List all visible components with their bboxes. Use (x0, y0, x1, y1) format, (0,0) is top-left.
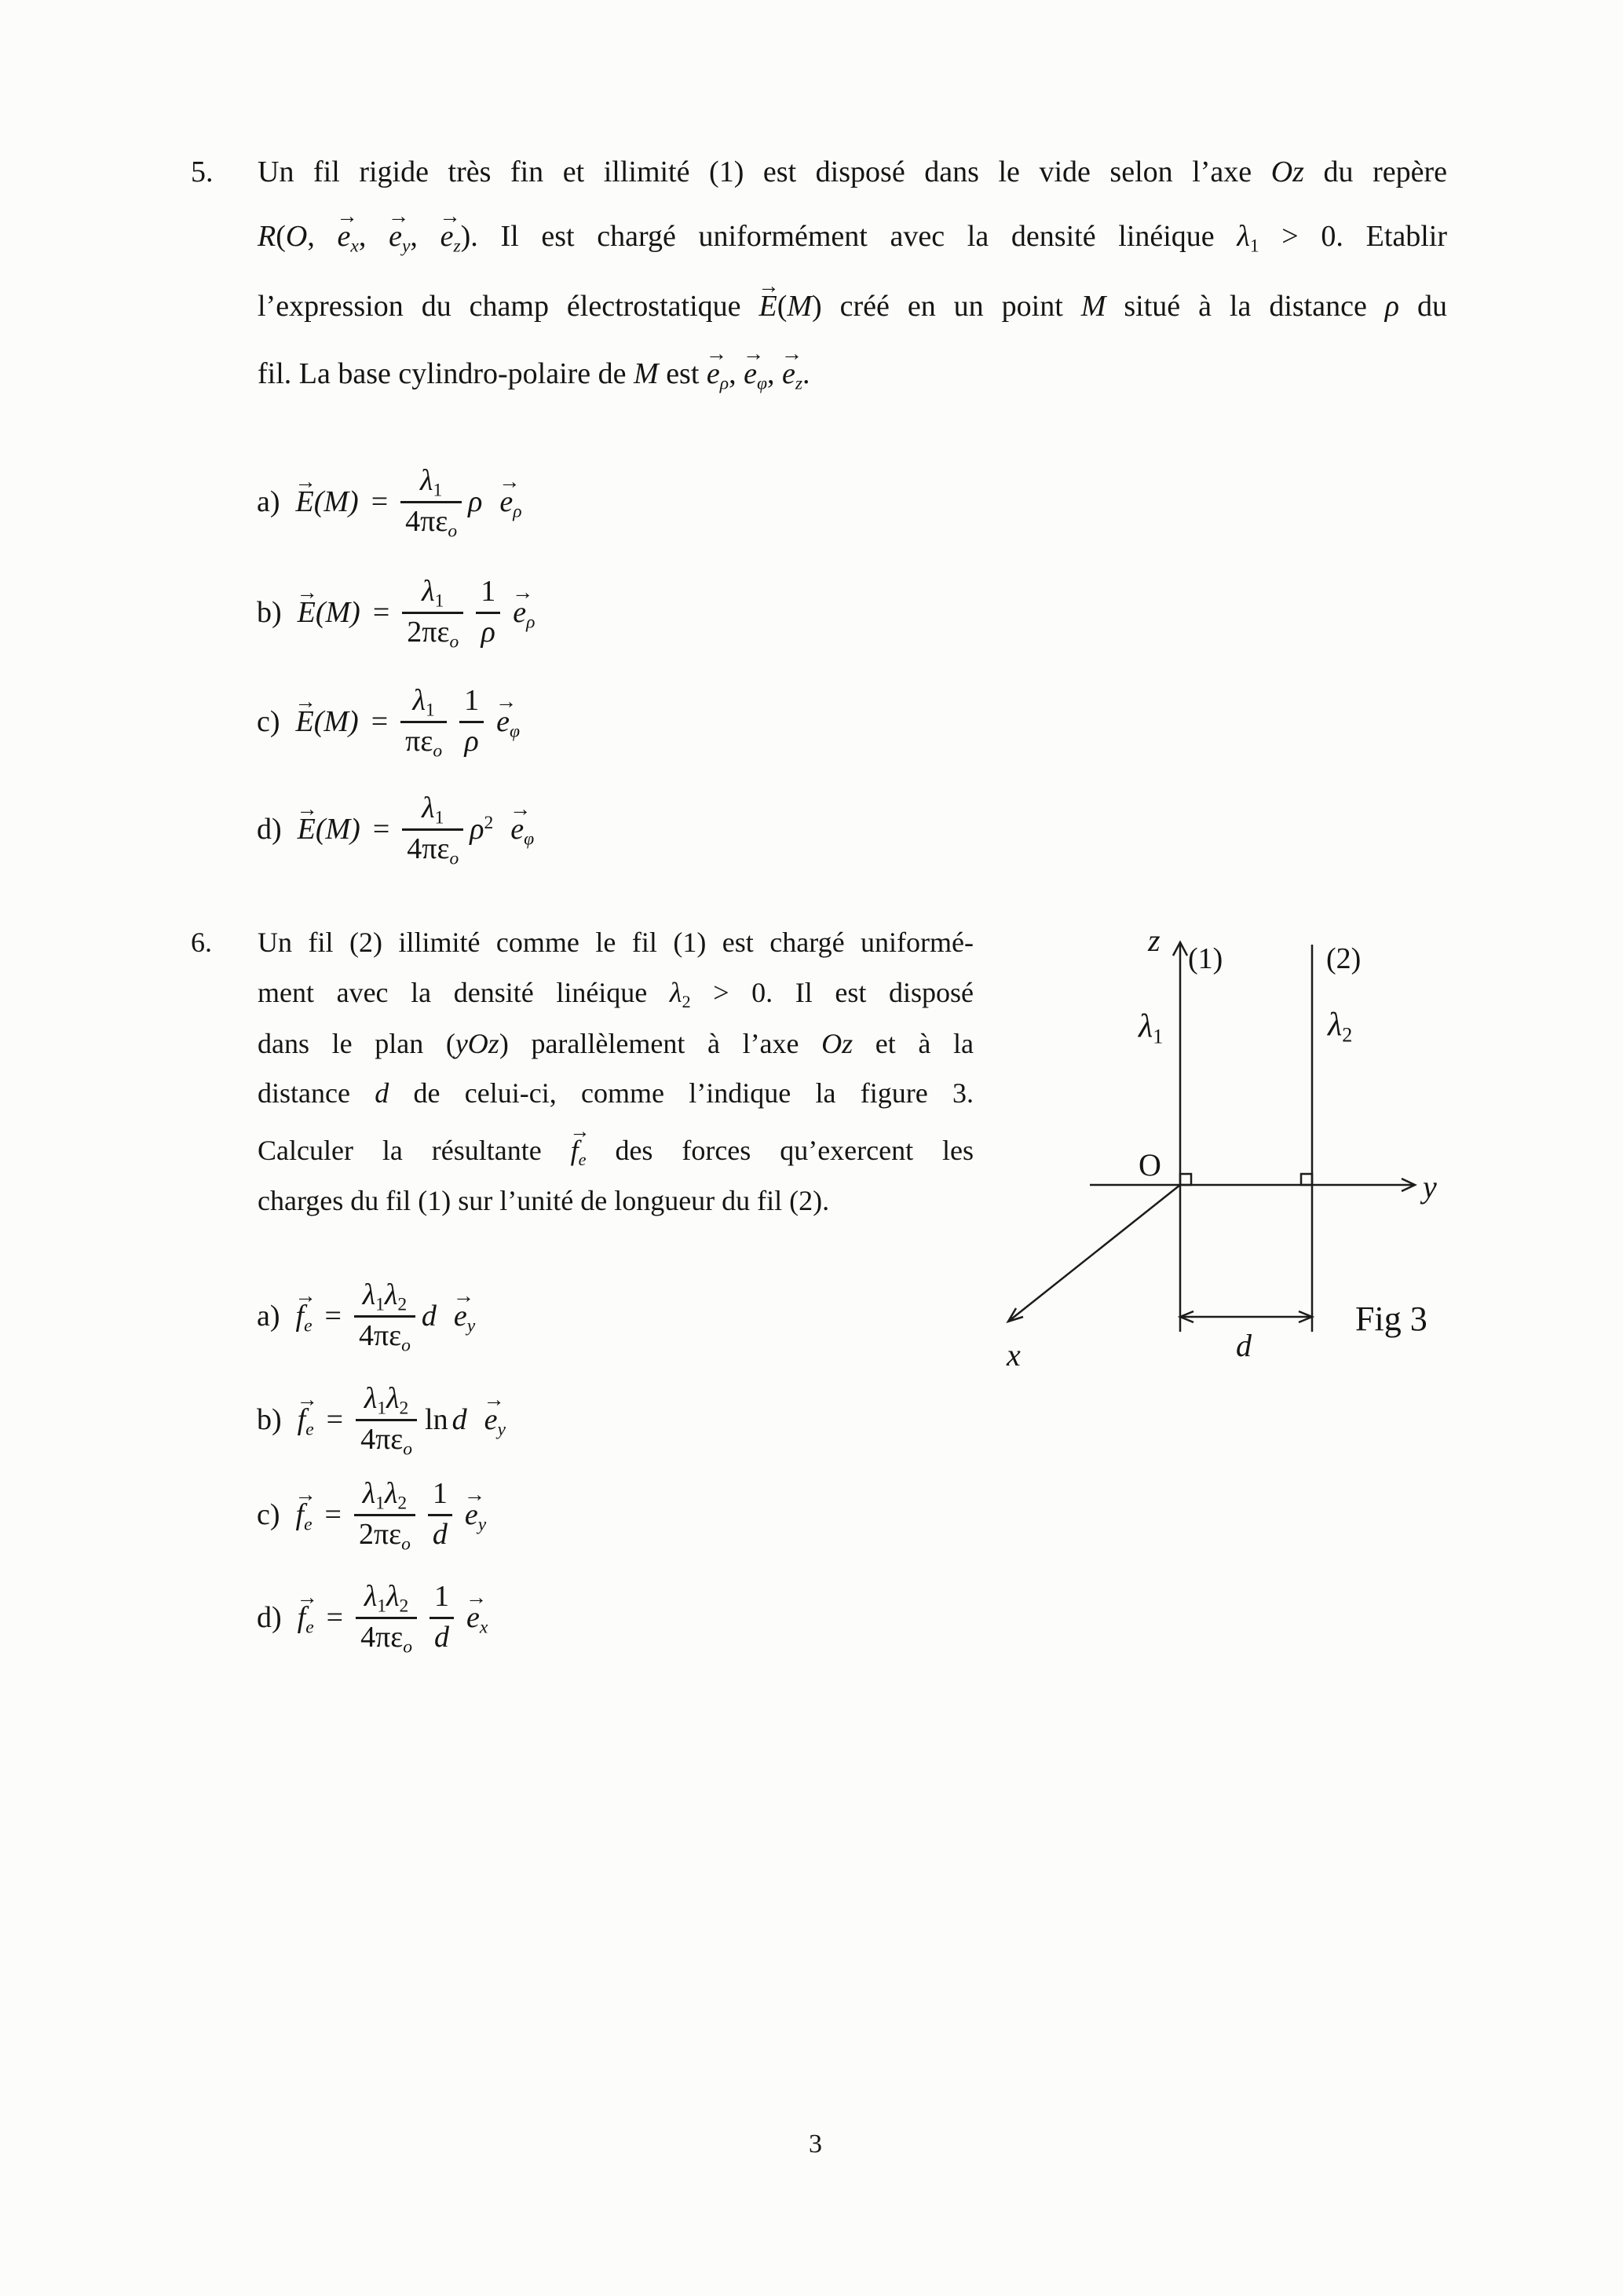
vector-E-of-M: → E (M) (296, 797, 360, 846)
question5-line-2 (258, 204, 1448, 257)
vector-fe: → $f_e$ (296, 1585, 318, 1638)
equals-sign: = (324, 1300, 342, 1333)
vector-E-of-M: → E (M) (294, 470, 359, 518)
factor-rho: ρ (468, 485, 483, 518)
text-segment: M (787, 290, 812, 323)
question5-number: 5. (191, 155, 214, 188)
q6-option-a (257, 1266, 475, 1366)
option-label: a) (257, 1300, 280, 1333)
text-segment: des forces qu’exercent les (586, 1135, 974, 1166)
text-segment: , (729, 357, 744, 390)
question6-line-4 (258, 1077, 974, 1110)
unit-vector-e-rho: → $e_\rho$ (499, 470, 522, 522)
vector-arrow-icon: → (452, 1284, 475, 1308)
vector-arrow-icon: → (465, 1585, 488, 1610)
vector-arrow-icon: → (758, 274, 780, 298)
origin-label: O (1139, 1147, 1161, 1183)
factor-d: d (421, 1300, 437, 1333)
fraction-one-over-rho: $\frac{1}{\rho}$ (459, 686, 484, 758)
vector-arrow-icon: → (296, 580, 318, 605)
vector-arrow-icon: → (294, 1483, 316, 1507)
fraction: $\frac{\lambda_1}{2\pi\varepsilon_o}$ (402, 576, 463, 649)
equals-sign: = (371, 705, 389, 738)
vector-arrow-icon: → (336, 204, 358, 229)
vector-arrow-icon: → (510, 797, 532, 821)
text-segment: Un fil (2) illimité comme le fil (1) est chargé uniformé- (258, 927, 974, 958)
q5-option-b (257, 562, 535, 663)
option-label: b) (257, 596, 282, 629)
text-segment: ( (777, 290, 788, 323)
vector-arrow-icon: → (294, 470, 316, 494)
q5-option-a (257, 452, 522, 552)
q5-option-d (257, 779, 534, 879)
text-segment: dans le plan ( (258, 1028, 455, 1059)
text-segment: M (634, 357, 659, 390)
option-label: d) (257, 813, 282, 846)
vector-fe: → $f_e$ (296, 1387, 318, 1440)
equals-sign: = (372, 813, 390, 846)
question6-line-5 (258, 1119, 974, 1170)
text-segment: situé à la distance (1106, 290, 1385, 323)
text-segment: du (1399, 290, 1448, 323)
factor-rho-squared: $\rho^2$ (470, 813, 494, 846)
fraction: $\frac{\lambda_1}{\pi\varepsilon_o}$ (400, 686, 447, 758)
option-label: c) (257, 1498, 280, 1531)
vector-arrow-icon: → (512, 580, 534, 605)
fraction: $\frac{\lambda_1\lambda_2}{4\pi\varepsilon_o}$ (356, 1581, 417, 1654)
text-segment: Un fil rigide très fin et illimité (1) est disposé dans le vide selon l’axe (258, 155, 1271, 188)
text-segment: d (375, 1077, 389, 1109)
unit-vector-e-phi: → $e_\varphi$ (510, 797, 535, 850)
x-axis-label: x (1007, 1337, 1021, 1373)
figure-3 (997, 911, 1570, 1445)
lambda2-label: $\lambda_2$ (1328, 1007, 1353, 1047)
vector-arrow-icon: → (294, 689, 316, 714)
text-segment: yOz (455, 1028, 499, 1059)
fraction: $\frac{\lambda_1\lambda_2}{2\pi\varepsilon_o}$ (354, 1479, 415, 1551)
option-label: b) (257, 1403, 282, 1436)
unit-vector-e-phi: → $e_\varphi$ (495, 689, 520, 742)
equals-sign: = (326, 1601, 344, 1634)
fraction-one-over-d: $\frac{1}{d}$ (430, 1581, 454, 1654)
question6-line-1 (258, 926, 974, 960)
equals-sign: = (324, 1498, 342, 1531)
question6-number: 6. (191, 927, 212, 958)
vector-e: → $e_\varphi$ (743, 342, 767, 394)
text-segment: ). Il est chargé uniformément avec la densité linéique (460, 220, 1237, 253)
text-segment: . (802, 357, 810, 390)
y-axis-label: y (1423, 1169, 1437, 1205)
vector-arrow-icon: → (499, 470, 521, 494)
factor-ln-d: ln d (425, 1403, 467, 1436)
vector-e: → $e_z$ (780, 342, 803, 394)
text-segment: $\lambda_1$ (1237, 220, 1259, 257)
text-segment: fil. La base cylindro-polaire de (258, 357, 634, 390)
vector-arrow-icon: → (569, 1119, 590, 1143)
q6-option-d (257, 1567, 488, 1668)
right-angle-mark-wire1 (1180, 1174, 1191, 1185)
text-segment: $\lambda_2$ (669, 977, 691, 1012)
text-segment: ) créé en un point (812, 290, 1081, 323)
text-segment: charges du fil (1) sur l’unité de longueur du fil (2). (258, 1185, 830, 1216)
q5-option-c (257, 671, 520, 772)
fraction: $\frac{\lambda_1\lambda_2}{4\pi\varepsilon_o}$ (356, 1384, 417, 1456)
figure-3-drawing (997, 911, 1570, 1445)
text-segment: ) parallèlement à l’axe (499, 1028, 822, 1059)
text-segment: , (358, 220, 389, 253)
equals-sign: = (371, 485, 389, 518)
question5-line-4 (258, 342, 810, 394)
option-label: c) (257, 705, 280, 738)
text-segment: , (307, 220, 338, 253)
text-segment: est (658, 357, 707, 390)
fraction: $\frac{\lambda_1\lambda_2}{4\pi\varepsilon_o}$ (354, 1280, 415, 1352)
text-segment: distance (258, 1077, 375, 1109)
text-segment: de celui-ci, comme l’indique la figure 3. (389, 1077, 974, 1109)
unit-vector-e-rho: → $e_\rho$ (512, 580, 536, 633)
distance-d-label: d (1236, 1328, 1252, 1363)
wire1-label: (1) (1188, 942, 1223, 975)
q6-option-b (257, 1369, 506, 1470)
vector-f: → $f_e$ (569, 1119, 590, 1170)
lambda1-label: $\lambda_1$ (1139, 1008, 1164, 1048)
vector-arrow-icon: → (780, 342, 803, 366)
option-label: a) (257, 485, 280, 518)
vector-E-of-M: → E (M) (296, 580, 360, 629)
text-segment: , (767, 357, 782, 390)
vector-arrow-icon: → (439, 204, 461, 229)
z-axis-label: z (1148, 923, 1161, 958)
vector-e: → $e_x$ (336, 204, 359, 257)
fraction: $\frac{\lambda_1}{4\pi\varepsilon_o}$ (402, 793, 463, 865)
text-segment: ( (276, 220, 286, 253)
text-segment: ρ (1384, 290, 1400, 323)
vector-arrow-icon: → (495, 689, 517, 714)
equals-sign: = (326, 1403, 344, 1436)
vector-arrow-icon: → (296, 1585, 318, 1610)
text-segment: R (258, 220, 276, 253)
vector-fe: → $f_e$ (294, 1284, 316, 1336)
x-axis-line (1008, 1185, 1180, 1322)
vector-fe: → $f_e$ (294, 1483, 316, 1535)
text-segment: O (285, 220, 308, 253)
right-angle-mark-wire2 (1301, 1174, 1312, 1185)
text-segment: Oz (821, 1028, 854, 1059)
vector-arrow-icon: → (296, 797, 318, 821)
question5-line-1 (258, 155, 1447, 191)
vector-arrow-icon: → (463, 1483, 486, 1507)
text-segment: ment avec la densité linéique (258, 977, 670, 1008)
q6-option-c (257, 1464, 486, 1565)
unit-vector-e-y: → $e_y$ (452, 1284, 476, 1336)
vector-arrow-icon: → (743, 342, 765, 366)
vector-arrow-icon: → (294, 1284, 316, 1308)
text-segment: du repère (1303, 155, 1447, 188)
wire2-label: (2) (1326, 942, 1362, 975)
unit-vector-e-y: → $e_y$ (463, 1483, 487, 1535)
vector-E-of-M: → E (M) (294, 689, 359, 738)
vector-e: → $e_y$ (387, 204, 411, 257)
figure-caption: Fig 3 (1355, 1300, 1427, 1338)
text-segment: > 0. Etablir (1259, 220, 1448, 253)
text-segment: l’expression du champ électrostatique (258, 290, 759, 323)
equals-sign: = (372, 596, 390, 629)
unit-vector-e-x: → $e_x$ (465, 1585, 488, 1638)
question6-line-6 (258, 1184, 829, 1218)
vector-E: → E (758, 274, 780, 323)
text-segment: , (410, 220, 440, 253)
fraction-one-over-rho: $\frac{1}{\rho}$ (476, 576, 500, 649)
vector-e: → $e_\rho$ (705, 342, 729, 394)
page-number: 3 (809, 2130, 822, 2159)
vector-e: → $e_z$ (439, 204, 461, 257)
question6-line-3 (258, 1027, 974, 1061)
text-segment: Calculer la résultante (258, 1135, 571, 1166)
vector-arrow-icon: → (387, 204, 410, 229)
text-segment: > 0. Il est disposé (690, 977, 974, 1008)
option-label: d) (257, 1601, 282, 1634)
text-segment: et à la (853, 1028, 974, 1059)
text-segment: M (1080, 290, 1106, 323)
question5-line-3 (258, 274, 1448, 325)
question6-line-2 (258, 976, 974, 1010)
unit-vector-e-y: → $e_y$ (483, 1387, 506, 1440)
fraction-one-over-d: $\frac{1}{d}$ (428, 1479, 452, 1551)
vector-arrow-icon: → (483, 1387, 505, 1412)
text-segment: Oz (1270, 155, 1304, 188)
fraction: $\frac{\lambda_1}{4\pi\varepsilon_o}$ (400, 466, 462, 538)
vector-arrow-icon: → (296, 1387, 318, 1412)
vector-arrow-icon: → (705, 342, 728, 366)
